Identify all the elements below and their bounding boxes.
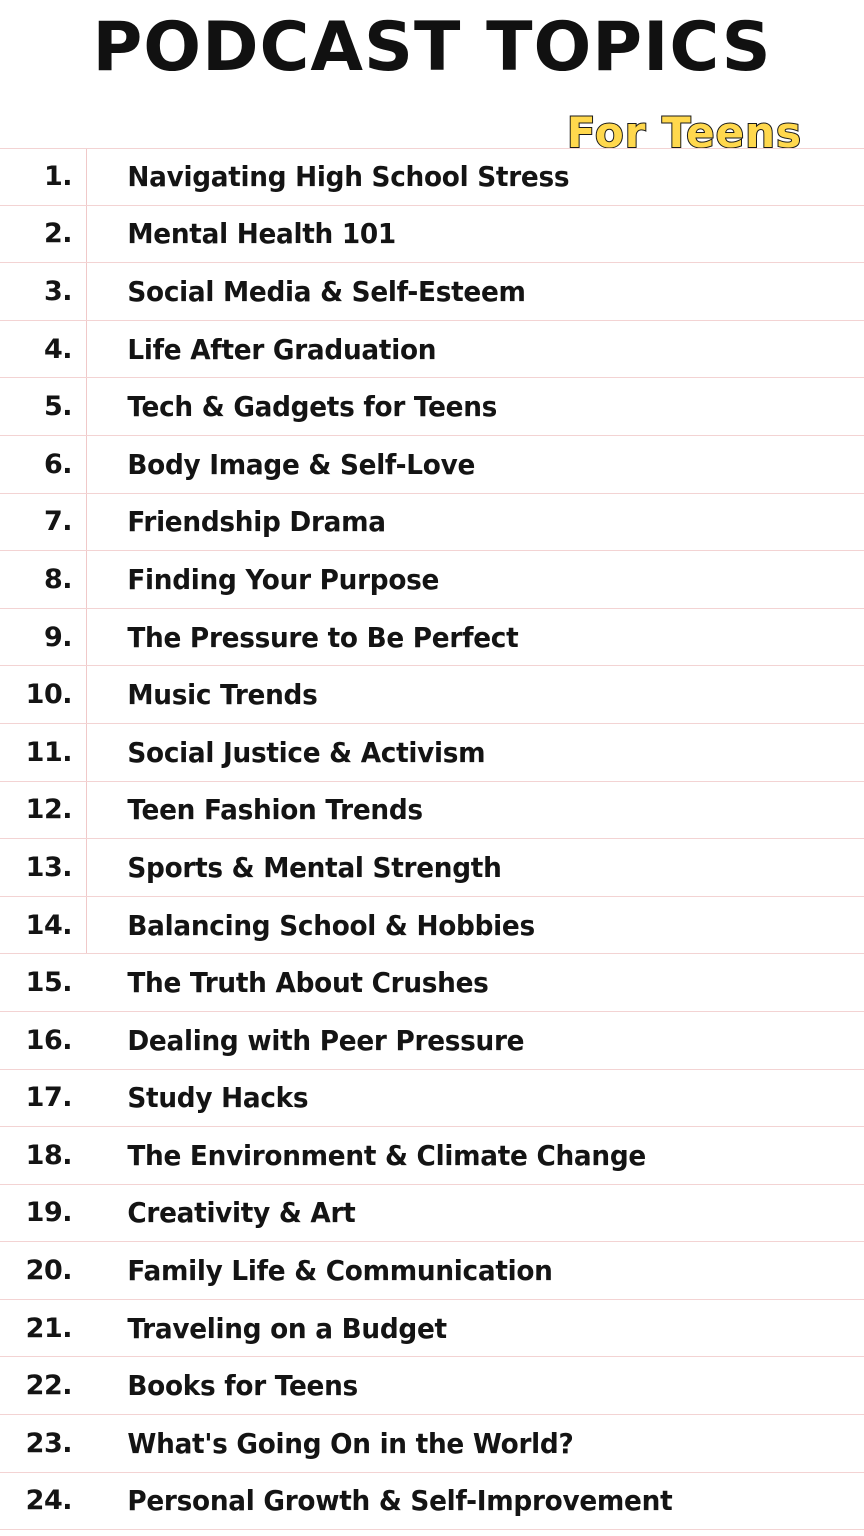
list-item-number: 22.: [25, 1370, 72, 1402]
list-item: [0, 954, 864, 1012]
list-item: [0, 551, 864, 609]
page-title: PODCAST TOPICS: [92, 8, 772, 87]
list-item-topic: Body Image & Self-Love: [127, 447, 476, 481]
list-item-topic: Music Trends: [127, 678, 318, 712]
list-item: [0, 1357, 864, 1415]
list-item-topic: Books for Teens: [127, 1369, 358, 1403]
poster-header: [0, 0, 864, 157]
list-item-number: 12.: [25, 794, 72, 826]
list-item: [0, 897, 864, 955]
list-item-topic: The Pressure to Be Perfect: [127, 620, 519, 654]
list-item-number: 7.: [43, 506, 72, 538]
list-item-topic: Traveling on a Budget: [127, 1311, 447, 1345]
list-item: [0, 1185, 864, 1243]
list-item: [0, 1300, 864, 1358]
topic-list: [0, 148, 864, 1530]
list-item-number: 23.: [25, 1427, 72, 1459]
list-item-topic: Balancing School & Hobbies: [127, 908, 535, 942]
list-item-number: 3.: [43, 275, 72, 307]
list-item-number: 15.: [25, 967, 72, 999]
list-item-number: 10.: [25, 679, 72, 711]
list-item-number: 11.: [25, 736, 72, 768]
list-item-number: 24.: [25, 1485, 72, 1517]
list-item-number: 21.: [25, 1312, 72, 1344]
list-item-number: 1.: [43, 161, 72, 193]
list-item-number: 14.: [25, 909, 72, 941]
list-item-topic: Creativity & Art: [127, 1196, 356, 1230]
list-item-number: 18.: [25, 1139, 72, 1171]
list-item-topic: Personal Growth & Self-Improvement: [127, 1484, 673, 1518]
list-item-topic: Friendship Drama: [127, 505, 386, 539]
list-item: [0, 666, 864, 724]
list-item: [0, 609, 864, 667]
list-item: [0, 206, 864, 264]
list-item-number: 4.: [43, 333, 72, 365]
list-item: [0, 321, 864, 379]
list-item-number: 2.: [43, 218, 72, 250]
list-item-number: 17.: [25, 1082, 72, 1114]
list-item-topic: The Truth About Crushes: [127, 966, 489, 1000]
list-item-topic: Family Life & Communication: [127, 1254, 553, 1288]
list-item-number: 20.: [25, 1255, 72, 1287]
list-item-number: 9.: [43, 621, 72, 653]
list-item-number: 6.: [43, 448, 72, 480]
list-item-number: 19.: [25, 1197, 72, 1229]
page-subtitle: For Teens: [566, 108, 802, 157]
list-item-topic: Study Hacks: [127, 1081, 309, 1115]
list-item: [0, 1242, 864, 1300]
list-item: [0, 1127, 864, 1185]
list-item: [0, 263, 864, 321]
list-item-topic: Life After Graduation: [127, 332, 437, 366]
list-item-topic: Tech & Gadgets for Teens: [127, 390, 498, 424]
list-item-topic: Sports & Mental Strength: [127, 850, 502, 884]
list-item-number: 13.: [25, 851, 72, 883]
list-item: [0, 378, 864, 436]
list-item-number: 5.: [43, 391, 72, 423]
list-item-topic: Navigating High School Stress: [127, 160, 570, 194]
list-item: [0, 1473, 864, 1531]
list-item: [0, 839, 864, 897]
list-item-topic: The Environment & Climate Change: [127, 1138, 647, 1172]
list-item-topic: What's Going On in the World?: [127, 1426, 574, 1460]
list-item-topic: Finding Your Purpose: [127, 562, 440, 596]
list-item: [0, 494, 864, 552]
list-item-number: 16.: [25, 1024, 72, 1056]
list-item: [0, 724, 864, 782]
list-item: [0, 1012, 864, 1070]
list-item: [0, 782, 864, 840]
list-item-topic: Social Media & Self-Esteem: [127, 274, 526, 308]
list-item-topic: Mental Health 101: [127, 217, 396, 251]
list-item: [0, 436, 864, 494]
list-item-topic: Social Justice & Activism: [127, 735, 486, 769]
list-item: [0, 1415, 864, 1473]
list-item: [0, 1070, 864, 1128]
list-item: [0, 148, 864, 206]
list-item-number: 8.: [43, 563, 72, 595]
list-item-topic: Teen Fashion Trends: [127, 793, 423, 827]
list-item-topic: Dealing with Peer Pressure: [127, 1023, 525, 1057]
